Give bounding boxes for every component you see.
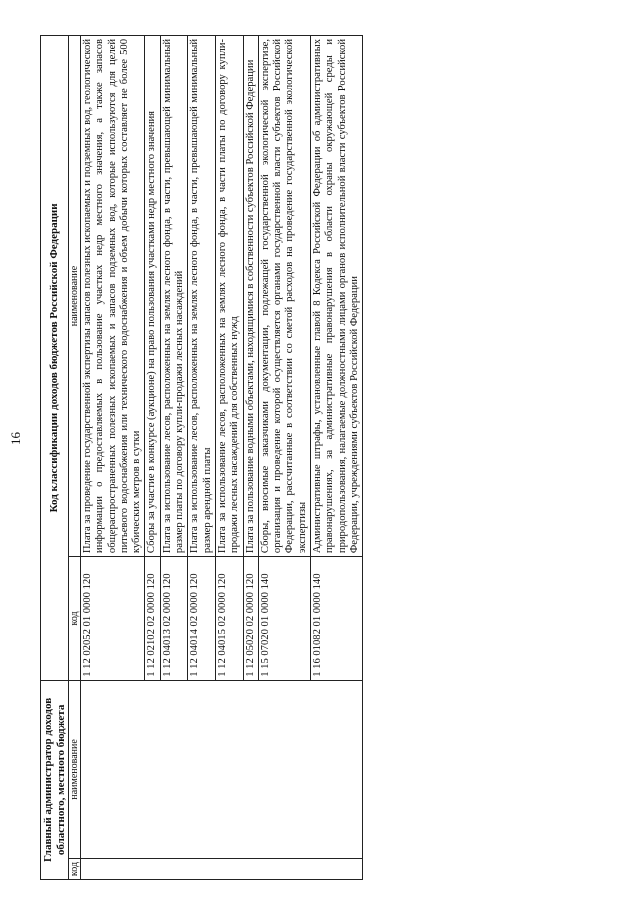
admin-code-cell [81, 859, 363, 880]
description-cell: Плата за использование лесов, расположенных на землях лесного фонда, в части платы по договору купли-продажи лесных насаждений для собственных нужд [215, 36, 243, 557]
kbk-code-cell: 1 12 04014 02 0000 120 [188, 557, 216, 681]
kbk-code-cell: 1 12 02102 02 0000 120 [145, 557, 160, 681]
description-cell: Плата за пользование водными объектами, находящимися в собственности субъектов Российской Федерации [243, 36, 258, 557]
description-cell: Плата за использование лесов, расположенных на землях лесного фонда, в части, превышающей минимальный размер арендной платы [188, 36, 216, 557]
subheader-admin-code: код [69, 859, 81, 880]
kbk-code-cell: 1 12 02052 01 0000 120 [81, 557, 145, 681]
table-subheader-row [69, 36, 81, 880]
rotated-page [40, 35, 610, 880]
description-cell: Сборы за участие в конкурсе (аукционе) на право пользования участками недр местного значения [145, 36, 160, 557]
subheader-kbk-name: наименование [69, 36, 81, 557]
kbk-header: Код классификации доходов бюджетов Российской Федерации [41, 36, 69, 681]
admin-name-cell [81, 680, 363, 858]
description-cell: Плата за использование лесов, расположенных на землях лесного фонда, в части, превышающей минимальный размер платы по договору купли-продажи лесных насаждений [160, 36, 188, 557]
kbk-code-cell: 1 12 05020 02 0000 120 [243, 557, 258, 681]
subheader-admin-name: наименование [69, 680, 81, 858]
subheader-kbk-code: код [69, 557, 81, 681]
page-number: 16 [8, 432, 23, 445]
table-header-row [41, 36, 69, 880]
description-cell: Плата за проведение государственной экспертизы запасов полезных ископаемых и подземных вод, геологической информации о предоставляемых в пользование участках недр местного значения, а также запасов общераспространенных полезных ископаемых и запасов подземных вод, которые используются для целей питьевого водоснабжения или технического водоснабжения и объем добычи которых составляет не более 500 кубических метров в сутки [81, 36, 145, 557]
kbk-code-cell: 1 15 07020 01 0000 140 [258, 557, 310, 681]
table-row [81, 36, 145, 880]
kbk-code-cell: 1 12 04013 02 0000 120 [160, 557, 188, 681]
admin-header: Главный администратор доходов областного, местного бюджета [41, 680, 69, 879]
description-cell: Сборы, вносимые заказчиками документации, подлежащей государственной экологической экспертизе, организация и проведение которой осуществляется органами государственной власти субъектов Российской Федерации, рассчитанные в соответствии со сметой расходов на проведение государственной экологической экспертизы [258, 36, 310, 557]
description-cell: Административные штрафы, установленные главой 8 Кодекса Российской Федерации об административных правонарушениях, за административные правонарушения в области охраны окружающей среды и природопользования, налагаемые должностными лицами органов исполнительной власти субъектов Российской Федерации, учреждениями субъектов Российской Федерации [311, 36, 363, 557]
income-classification-table [40, 35, 363, 880]
kbk-code-cell: 1 16 01082 01 0000 140 [311, 557, 363, 681]
kbk-code-cell: 1 12 04015 02 0000 120 [215, 557, 243, 681]
